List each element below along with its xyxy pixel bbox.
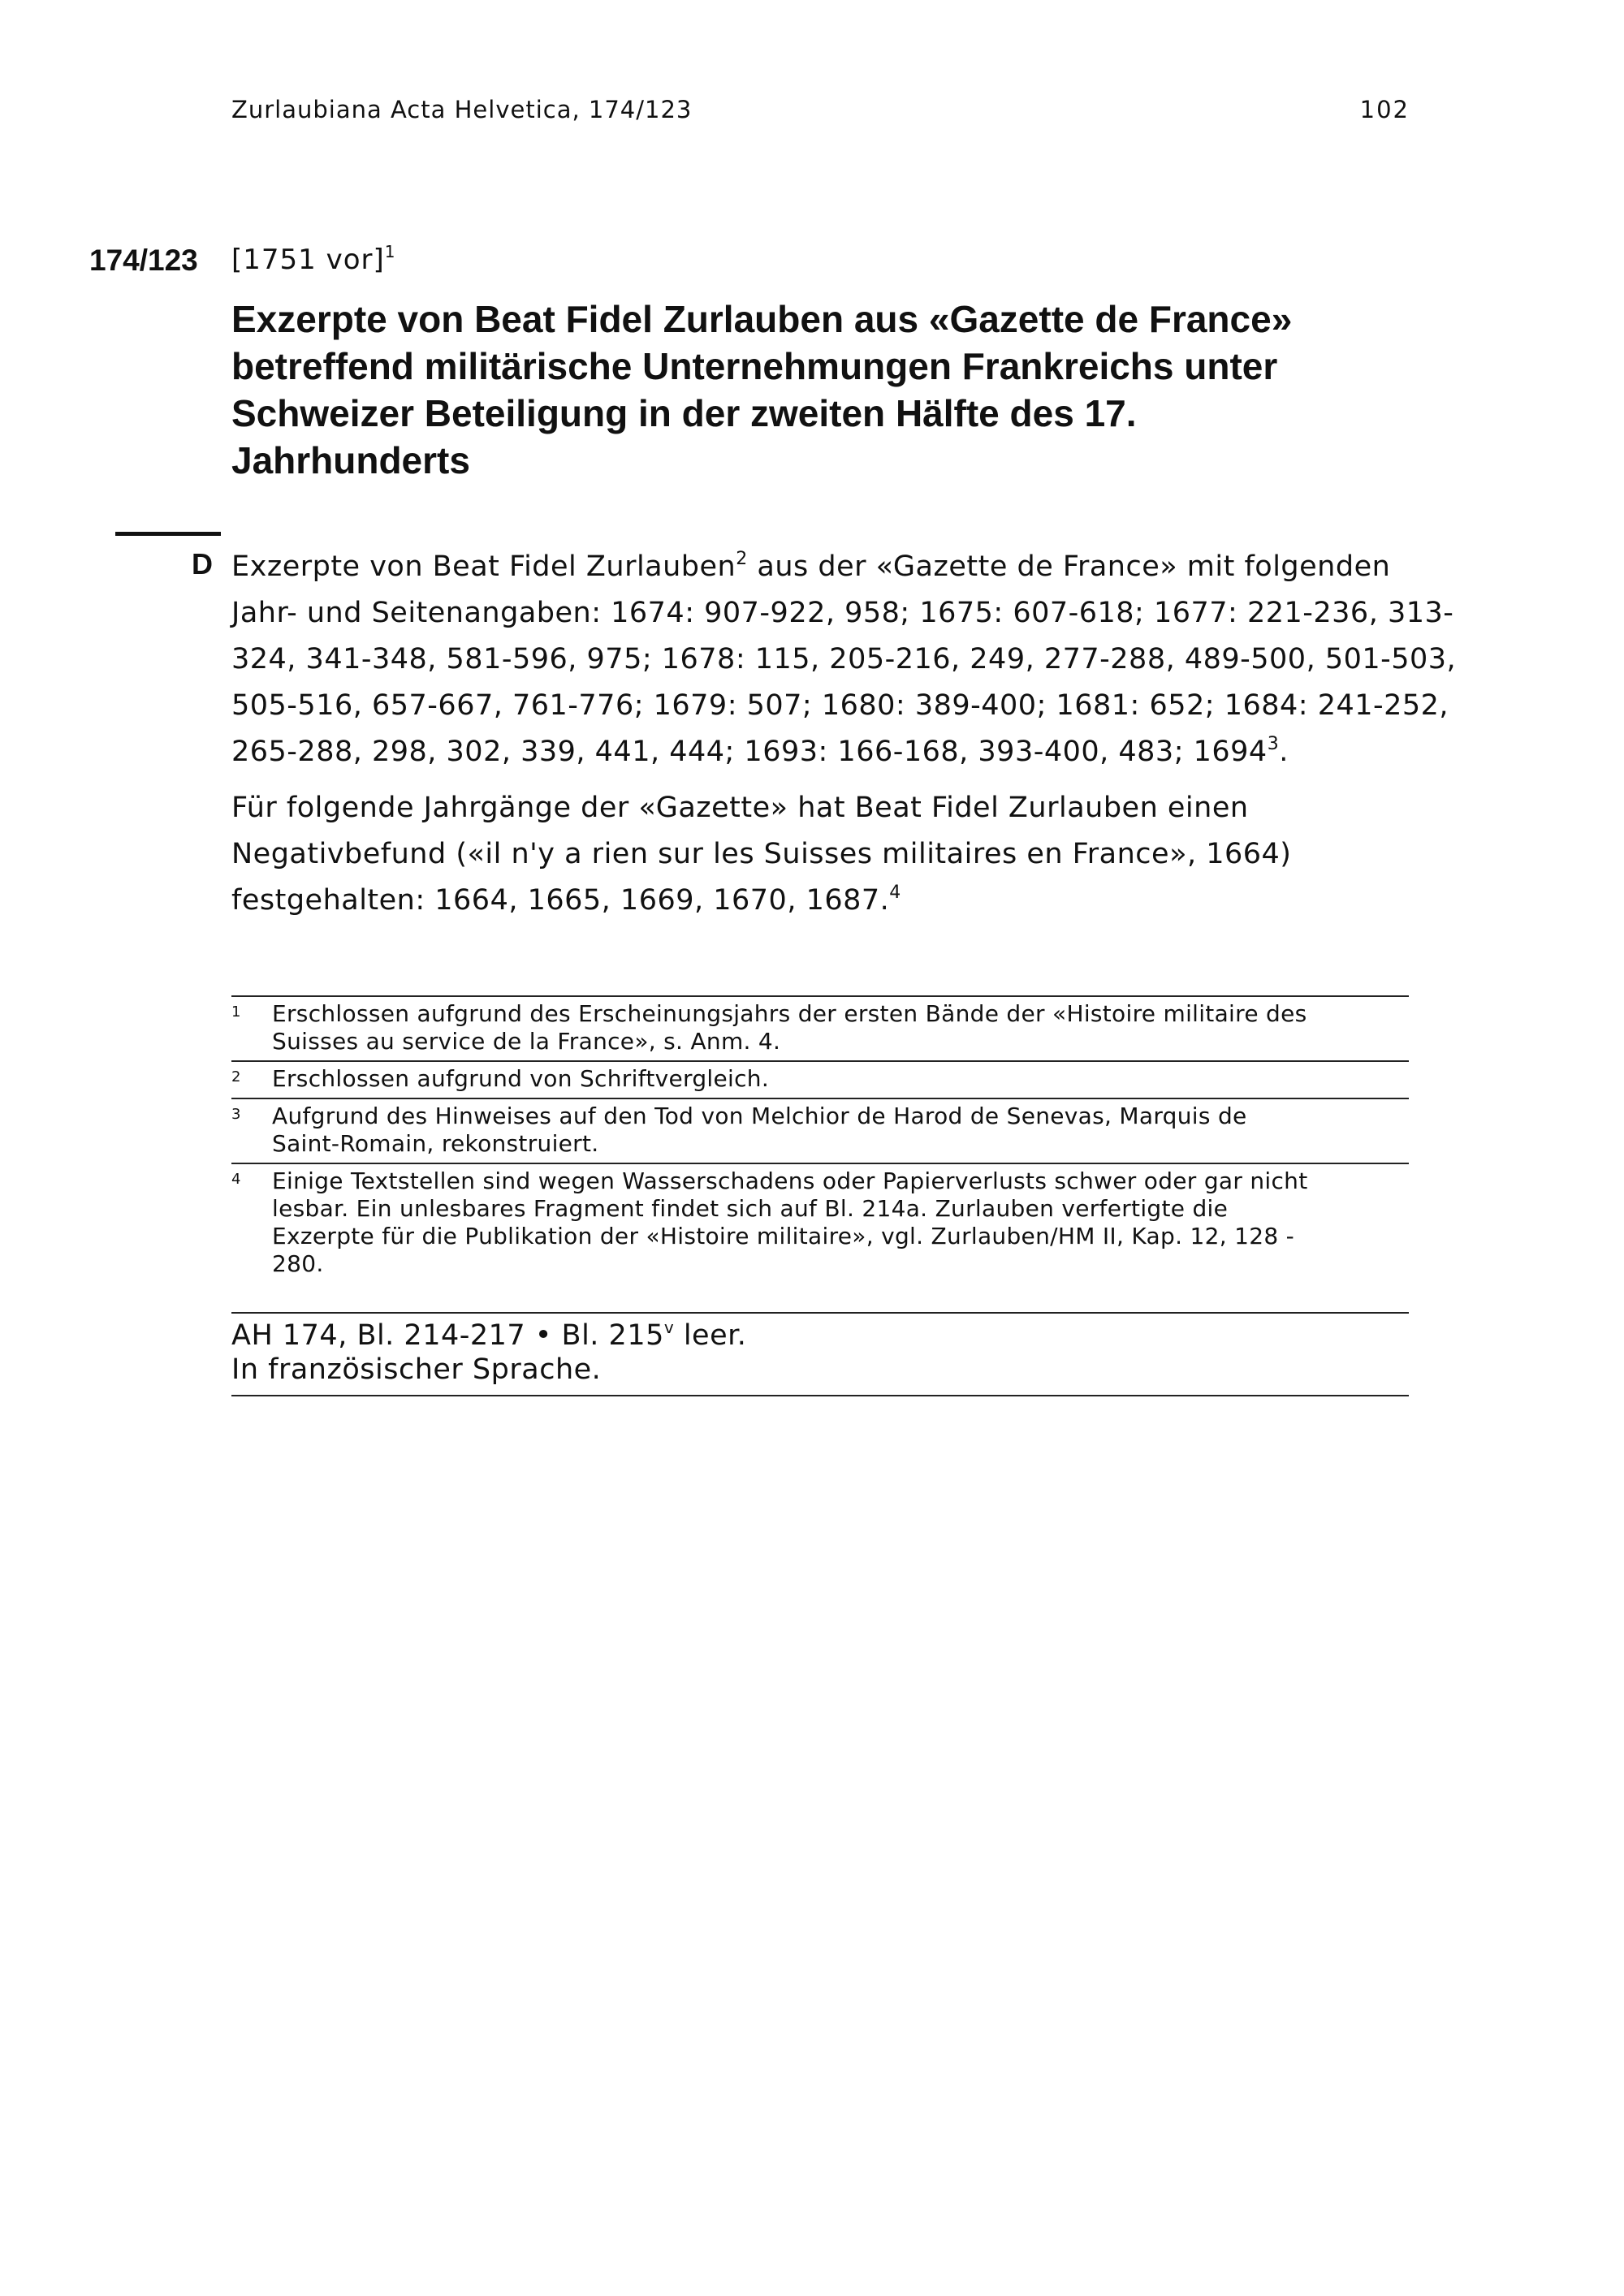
body-line: Negativbefund («il n'y a rien sur les Suisses militaires en France», 1664) xyxy=(231,838,1292,870)
footnote-1 xyxy=(231,995,1409,1060)
page-number: 102 xyxy=(1359,96,1410,123)
footnote-line: Suisses au service de la France», s. Anm. 4. xyxy=(272,1028,781,1055)
footnotes xyxy=(231,995,1409,1283)
body-text xyxy=(231,544,1457,924)
document-title xyxy=(231,296,1401,484)
body-text-segment: aus der «Gazette de France» mit folgenden xyxy=(747,550,1391,583)
footnote-line: Saint-Romain, rekonstruiert. xyxy=(272,1130,599,1157)
footnote-mark: 4 xyxy=(231,1171,241,1188)
footnote-ref-2[interactable]: 2 xyxy=(736,549,748,569)
document-number: 174/123 xyxy=(89,244,198,277)
footnote-ref-1[interactable]: 1 xyxy=(384,242,396,261)
footnote-mark: 1 xyxy=(231,1003,241,1021)
body-line: 505-516, 657-667, 761-776; 1679: 507; 1680: 389-400; 1681: 652; 1684: 241-252, xyxy=(231,689,1449,722)
footnote-line: 280. xyxy=(272,1250,324,1277)
footnote-line: Erschlossen aufgrund von Schriftvergleich. xyxy=(272,1065,770,1092)
paragraph-gap xyxy=(231,775,1425,785)
verso-mark: v xyxy=(663,1318,675,1337)
body-line: Für folgende Jahrgänge der «Gazette» hat Beat Fidel Zurlauben einen xyxy=(231,792,1249,824)
footnote-4 xyxy=(231,1163,1409,1283)
footnote-ref-4[interactable]: 4 xyxy=(889,883,901,903)
document-date-text: [1751 vor] xyxy=(231,244,385,276)
document-date xyxy=(231,244,396,276)
source-block xyxy=(231,1312,1409,1396)
source-text-segment: AH 174, Bl. 214-217 • Bl. 215 xyxy=(231,1319,664,1352)
title-line: betreffend militärische Unternehmungen Frankreichs unter xyxy=(231,345,1278,387)
section-divider xyxy=(115,532,221,536)
body-text-segment: festgehalten: 1664, 1665, 1669, 1670, 1687. xyxy=(231,884,890,917)
body-text-segment: Exzerpte von Beat Fidel Zurlauben xyxy=(231,550,736,583)
footnote-line: Exzerpte für die Publikation der «Histoire militaire», vgl. Zurlauben/HM II, Kap. 12, 128 - xyxy=(272,1223,1295,1249)
section-letter: D xyxy=(192,547,213,580)
body-text-segment: 265-288, 298, 302, 339, 441, 444; 1693: 166-168, 393-400, 483; 1694 xyxy=(231,736,1268,768)
footnote-ref-3[interactable]: 3 xyxy=(1267,734,1280,754)
footnote-line: lesbar. Ein unlesbares Fragment findet sich auf Bl. 214a. Zurlauben verfertigte die xyxy=(272,1195,1229,1222)
title-line: Exzerpte von Beat Fidel Zurlauben aus «Gazette de France» xyxy=(231,298,1293,340)
body-line xyxy=(231,878,1425,924)
body-line: 324, 341-348, 581-596, 975; 1678: 115, 205-216, 249, 277-288, 489-500, 501-503, xyxy=(231,643,1457,675)
body-line: Jahr- und Seitenangaben: 1674: 907-922, 958; 1675: 607-618; 1677: 221-236, 313- xyxy=(231,597,1454,629)
footnote-line: Einige Textstellen sind wegen Wasserschadens oder Papierverlusts schwer oder gar nicht xyxy=(272,1167,1308,1194)
footnote-line: Erschlossen aufgrund des Erscheinungsjahrs der ersten Bände der «Histoire militaire des xyxy=(272,1000,1307,1027)
body-text-segment: . xyxy=(1279,736,1289,768)
source-line: In französischer Sprache. xyxy=(231,1353,602,1386)
footnote-mark: 3 xyxy=(231,1106,241,1123)
footnote-mark: 2 xyxy=(231,1068,241,1085)
source-line xyxy=(231,1318,1409,1353)
footnote-2 xyxy=(231,1060,1409,1098)
title-line: Schweizer Beteiligung in der zweiten Hälfte des 17. xyxy=(231,392,1137,434)
body-line xyxy=(231,544,1425,590)
body-line xyxy=(231,729,1425,775)
title-line: Jahrhunderts xyxy=(231,439,470,481)
running-title: Zurlaubiana Acta Helvetica, 174/123 xyxy=(231,96,693,123)
source-text-segment: leer. xyxy=(674,1319,747,1352)
footnote-3 xyxy=(231,1098,1409,1163)
footnote-line: Aufgrund des Hinweises auf den Tod von Melchior de Harod de Senevas, Marquis de xyxy=(272,1103,1247,1129)
